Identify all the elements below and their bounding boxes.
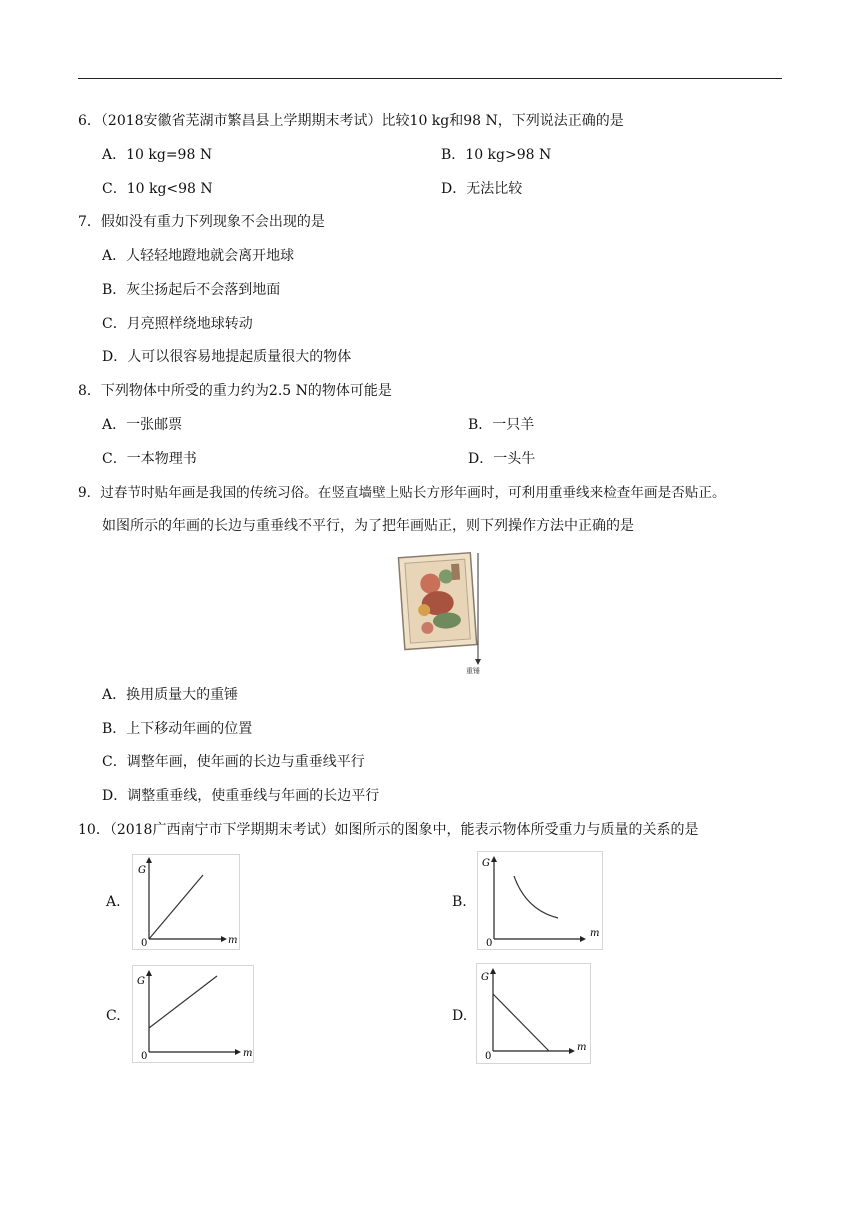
q9-stem-line1: 9．过春节时贴年画是我国的传统习俗。在竖直墙壁上贴长方形年画时，可利用重垂线来检查年画是否贴正。: [78, 485, 726, 501]
axis-label-g: G: [137, 976, 145, 987]
q10-option-b-label[interactable]: B.: [452, 894, 467, 910]
q6-stem: 6．（2018安徽省芜湖市繁昌县上学期期末考试）比较10 kg和98 N，下列说法正确的是: [78, 113, 624, 129]
origin-label: 0: [486, 938, 493, 949]
header-rule: [78, 78, 782, 79]
q10-graph-c[interactable]: [132, 965, 254, 1063]
q10-option-c-label[interactable]: C.: [106, 1008, 121, 1024]
q6-option-b[interactable]: B．10 kg>98 N: [441, 147, 552, 163]
plumb-bob-label: 重锤: [466, 667, 480, 675]
q8-option-d[interactable]: D．一头牛: [468, 451, 536, 467]
q9-option-c[interactable]: C．调整年画，使年画的长边与重垂线平行: [102, 754, 365, 770]
q10-option-a-label[interactable]: A.: [106, 894, 121, 910]
axis-label-m: m: [577, 1042, 587, 1053]
q6-option-c[interactable]: C．10 kg<98 N: [102, 181, 213, 197]
new-year-painting-figure: [396, 547, 492, 675]
q8-option-a[interactable]: A．一张邮票: [102, 417, 183, 433]
q10-graph-a[interactable]: [132, 854, 240, 950]
axis-label-g: G: [481, 972, 489, 983]
axis-label-g: G: [482, 858, 490, 869]
origin-label: 0: [141, 1051, 148, 1062]
origin-label: 0: [485, 1051, 492, 1062]
q7-option-b[interactable]: B．灰尘扬起后不会落到地面: [102, 282, 281, 298]
axis-label-m: m: [243, 1048, 253, 1059]
q10-graph-b[interactable]: [477, 851, 603, 950]
q7-option-a[interactable]: A．人轻轻地蹬地就会离开地球: [102, 248, 295, 264]
axis-label-m: m: [228, 935, 238, 946]
q6-option-d[interactable]: D．无法比较: [441, 181, 523, 197]
q9-stem-line2: 如图所示的年画的长边与重垂线不平行，为了把年画贴正，则下列操作方法中正确的是: [102, 518, 634, 534]
q7-option-c[interactable]: C．月亮照样绕地球转动: [102, 316, 253, 332]
q8-option-b[interactable]: B．一只羊: [468, 417, 535, 433]
q10-option-d-label[interactable]: D.: [452, 1008, 468, 1024]
q9-option-b[interactable]: B．上下移动年画的位置: [102, 721, 253, 737]
q8-stem: 8．下列物体中所受的重力约为2.5 N的物体可能是: [78, 383, 392, 399]
q10-graph-d[interactable]: [476, 963, 591, 1064]
origin-label: 0: [141, 938, 148, 949]
q7-stem: 7．假如没有重力下列现象不会出现的是: [78, 214, 325, 230]
q8-option-c[interactable]: C．一本物理书: [102, 451, 197, 467]
axis-label-m: m: [590, 928, 600, 939]
q9-option-d[interactable]: D．调整重垂线，使重垂线与年画的长边平行: [102, 788, 380, 804]
axis-label-g: G: [138, 865, 146, 876]
new-year-painting-illustration: [396, 547, 492, 675]
q7-option-d[interactable]: D．人可以很容易地提起质量很大的物体: [102, 349, 352, 365]
q6-option-a[interactable]: A．10 kg=98 N: [102, 147, 213, 163]
q10-stem: 10．（2018广西南宁市下学期期末考试）如图所示的图象中，能表示物体所受重力与质量的关系的是: [78, 822, 699, 838]
q9-option-a[interactable]: A．换用质量大的重锤: [102, 687, 239, 703]
